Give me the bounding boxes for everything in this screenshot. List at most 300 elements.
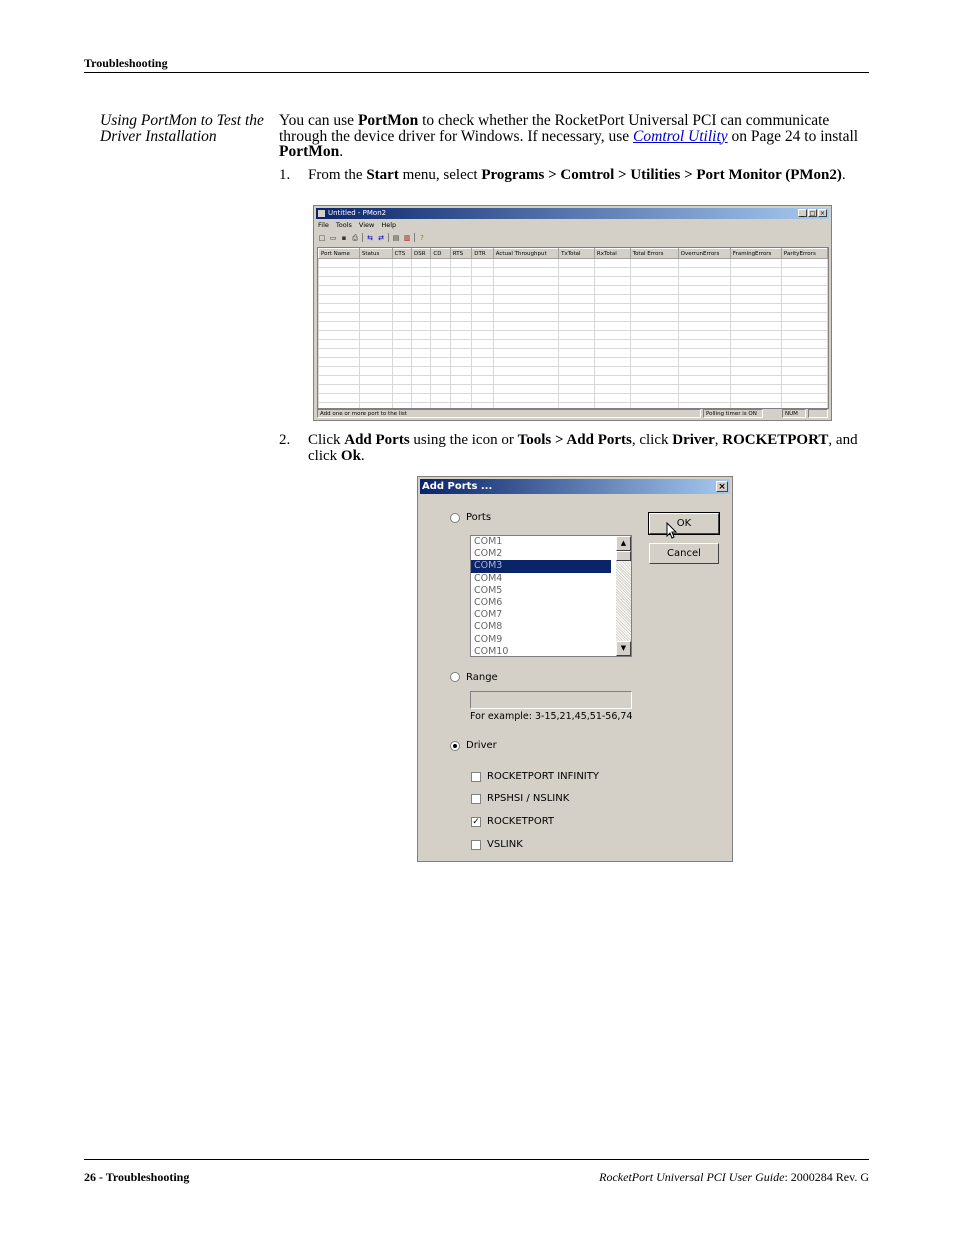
intro-text-1: You can use bbox=[279, 112, 358, 129]
grid-cell bbox=[678, 259, 730, 268]
grid-cell bbox=[411, 295, 430, 304]
grid-cell bbox=[450, 385, 471, 394]
grid-cell bbox=[411, 376, 430, 385]
grid-cell bbox=[472, 295, 493, 304]
grid-cell bbox=[450, 349, 471, 358]
driver-rocketport-infinity: ROCKETPORT INFINITY bbox=[487, 771, 599, 782]
grid-cell bbox=[730, 322, 781, 331]
table-row bbox=[319, 376, 828, 385]
grid-cell bbox=[359, 376, 392, 385]
grid-cell bbox=[559, 268, 595, 277]
menu-tools[interactable]: Tools bbox=[335, 221, 352, 229]
grid-cell bbox=[472, 304, 493, 313]
grid-cell bbox=[594, 259, 630, 268]
grid-cell bbox=[392, 322, 411, 331]
grid-cell bbox=[431, 259, 450, 268]
step-1-path: Programs > Comtrol > Utilities > Port Monitor (PMon2) bbox=[481, 167, 842, 183]
list-item[interactable]: COM4 bbox=[474, 572, 503, 584]
step-1-start: Start bbox=[366, 167, 399, 183]
status-empty-pane bbox=[808, 409, 828, 418]
step-2-t3: , click bbox=[631, 432, 673, 448]
grid-cell bbox=[781, 331, 827, 340]
table-row bbox=[319, 367, 828, 376]
intro-text-4: . bbox=[339, 143, 344, 160]
grid-cell bbox=[730, 394, 781, 403]
grid-cell bbox=[319, 322, 360, 331]
col-status[interactable]: Status bbox=[359, 249, 392, 259]
list-item[interactable]: COM9 bbox=[474, 633, 503, 645]
grid-cell bbox=[559, 349, 595, 358]
grid-cell bbox=[630, 313, 678, 322]
cancel-button[interactable]: Cancel bbox=[649, 543, 719, 564]
grid-cell bbox=[411, 367, 430, 376]
portmon-toolbar bbox=[318, 233, 426, 242]
grid-cell bbox=[392, 286, 411, 295]
minimize-icon[interactable]: _ bbox=[798, 209, 807, 217]
grid-cell bbox=[678, 277, 730, 286]
grid-cell bbox=[678, 286, 730, 295]
grid-cell bbox=[678, 385, 730, 394]
grid-cell bbox=[594, 304, 630, 313]
ports-label: Ports bbox=[466, 512, 492, 523]
driver-label: Driver bbox=[466, 740, 497, 751]
grid-cell bbox=[730, 259, 781, 268]
grid-cell bbox=[493, 277, 558, 286]
step-1-t3: . bbox=[841, 167, 846, 183]
list-item[interactable]: COM1 bbox=[474, 536, 503, 547]
grid-cell bbox=[630, 367, 678, 376]
grid-cell bbox=[359, 313, 392, 322]
grid-cell bbox=[678, 313, 730, 322]
portmon-title-bar bbox=[316, 208, 829, 219]
grid-cell bbox=[781, 313, 827, 322]
grid-cell bbox=[730, 268, 781, 277]
grid-cell bbox=[594, 358, 630, 367]
scroll-thumb[interactable] bbox=[616, 551, 631, 561]
grid-cell bbox=[411, 286, 430, 295]
col-dtr[interactable]: DTR bbox=[472, 249, 493, 259]
grid-cell bbox=[678, 331, 730, 340]
grid-cell bbox=[594, 286, 630, 295]
grid-cell bbox=[594, 295, 630, 304]
toolbar-separator bbox=[362, 233, 363, 242]
grid-cell bbox=[781, 295, 827, 304]
grid-cell bbox=[730, 277, 781, 286]
grid-cell bbox=[431, 277, 450, 286]
grid-cell bbox=[630, 340, 678, 349]
grid-cell bbox=[630, 304, 678, 313]
grid-cell bbox=[559, 295, 595, 304]
range-radio[interactable] bbox=[450, 672, 460, 682]
grid-cell bbox=[359, 340, 392, 349]
grid-cell bbox=[319, 331, 360, 340]
grid-cell bbox=[359, 358, 392, 367]
grid-cell bbox=[594, 322, 630, 331]
step-2-tools-path: Tools > Add Ports bbox=[517, 432, 632, 448]
help-icon[interactable]: ? bbox=[420, 233, 424, 242]
grid-cell bbox=[359, 295, 392, 304]
grid-cell bbox=[630, 322, 678, 331]
col-cts[interactable]: CTS bbox=[392, 249, 411, 259]
step-2-add-ports: Add Ports bbox=[344, 432, 410, 448]
grid-cell bbox=[594, 268, 630, 277]
grid-cell bbox=[319, 286, 360, 295]
grid-cell bbox=[359, 259, 392, 268]
grid-cell bbox=[781, 259, 827, 268]
grid-cell bbox=[730, 349, 781, 358]
grid-cell bbox=[319, 340, 360, 349]
side-heading: Using PortMon to Test the Driver Installation bbox=[100, 112, 264, 145]
status-num-lock: NUM bbox=[782, 409, 806, 418]
grid-cell bbox=[781, 277, 827, 286]
grid-cell bbox=[781, 385, 827, 394]
list-item[interactable]: COM2 bbox=[474, 548, 503, 560]
grid-cell bbox=[319, 394, 360, 403]
grid-cell bbox=[678, 322, 730, 331]
grid-cell bbox=[392, 349, 411, 358]
menu-view[interactable]: View bbox=[358, 221, 375, 229]
grid-cell bbox=[730, 385, 781, 394]
grid-cell bbox=[359, 286, 392, 295]
grid-cell bbox=[493, 322, 558, 331]
grid-cell bbox=[411, 340, 430, 349]
col-txtotal[interactable]: TxTotal bbox=[559, 249, 595, 259]
close-icon[interactable]: × bbox=[819, 210, 826, 217]
footer-guide-name: RocketPort Universal PCI User Guide bbox=[599, 1170, 785, 1184]
open-folder-icon[interactable]: ▭ bbox=[329, 233, 337, 242]
footer-doc-number: : 2000284 Rev. G bbox=[784, 1170, 869, 1184]
mouse-cursor-icon bbox=[666, 522, 678, 540]
grid-cell bbox=[431, 349, 450, 358]
clear-icon[interactable]: ▥ bbox=[403, 233, 411, 242]
step-2-ok: Ok bbox=[340, 448, 361, 464]
grid-cell bbox=[319, 277, 360, 286]
portmon-menu-bar bbox=[318, 221, 396, 229]
add-ports-title: Add Ports ... bbox=[422, 481, 493, 492]
grid-cell bbox=[730, 313, 781, 322]
grid-cell bbox=[472, 277, 493, 286]
ports-scrollbar[interactable] bbox=[616, 536, 631, 656]
grid-cell bbox=[559, 313, 595, 322]
grid-cell bbox=[493, 376, 558, 385]
grid-cell bbox=[472, 259, 493, 268]
grid-cell bbox=[594, 313, 630, 322]
footer-page-label: 26 - Troubleshooting bbox=[84, 1170, 190, 1184]
grid-cell bbox=[472, 331, 493, 340]
grid-cell bbox=[450, 277, 471, 286]
grid-cell bbox=[450, 313, 471, 322]
grid-cell bbox=[411, 385, 430, 394]
grid-cell bbox=[319, 358, 360, 367]
col-parity-errors[interactable]: ParityErrors bbox=[781, 249, 827, 259]
ports-radio[interactable] bbox=[450, 513, 460, 523]
step-2-t5: , and click bbox=[308, 432, 858, 464]
list-item[interactable]: COM5 bbox=[474, 584, 503, 596]
grid-cell bbox=[411, 268, 430, 277]
grid-cell bbox=[411, 304, 430, 313]
grid-cell bbox=[630, 358, 678, 367]
intro-bold-portmon-2: PortMon bbox=[279, 143, 340, 160]
table-row bbox=[319, 304, 828, 313]
list-item[interactable]: COM7 bbox=[474, 609, 503, 621]
ok-button[interactable]: OK bbox=[649, 513, 719, 534]
grid-cell bbox=[730, 331, 781, 340]
table-row bbox=[319, 349, 828, 358]
grid-cell bbox=[630, 385, 678, 394]
grid-cell bbox=[493, 385, 558, 394]
grid-cell bbox=[559, 376, 595, 385]
step-2-t4: , bbox=[714, 432, 723, 448]
grid-cell bbox=[630, 277, 678, 286]
step-1-t1: From the bbox=[308, 167, 367, 183]
range-input[interactable] bbox=[470, 691, 632, 709]
grid-cell bbox=[319, 268, 360, 277]
grid-cell bbox=[472, 385, 493, 394]
toolbar-separator-2 bbox=[388, 233, 389, 242]
grid-cell bbox=[493, 304, 558, 313]
grid-cell bbox=[678, 268, 730, 277]
grid-cell bbox=[411, 331, 430, 340]
grid-cell bbox=[450, 295, 471, 304]
step-2-driver: Driver bbox=[672, 432, 715, 448]
table-row bbox=[319, 268, 828, 277]
table-row bbox=[319, 286, 828, 295]
toolbar-separator-3 bbox=[414, 233, 415, 242]
grid-cell bbox=[450, 340, 471, 349]
grid-cell bbox=[359, 385, 392, 394]
grid-cell bbox=[411, 313, 430, 322]
step-2-rocketport: ROCKETPORT bbox=[722, 432, 829, 448]
ports-list-items bbox=[471, 536, 631, 657]
col-port-name[interactable]: Port Name bbox=[319, 249, 360, 259]
grid-cell bbox=[472, 367, 493, 376]
new-file-icon[interactable]: □ bbox=[318, 233, 326, 242]
table-row bbox=[319, 277, 828, 286]
step-2-t2: using the icon or bbox=[409, 432, 518, 448]
list-item[interactable]: COM3 bbox=[471, 560, 611, 572]
grid-cell bbox=[630, 376, 678, 385]
grid-cell bbox=[450, 286, 471, 295]
step-1-text bbox=[308, 167, 869, 183]
grid-cell bbox=[450, 268, 471, 277]
grid-cell bbox=[630, 295, 678, 304]
grid-cell bbox=[392, 313, 411, 322]
grid-cell bbox=[594, 376, 630, 385]
grid-cell bbox=[319, 304, 360, 313]
intro-bold-portmon: PortMon bbox=[357, 112, 419, 129]
col-dsr[interactable]: DSR bbox=[411, 249, 430, 259]
table-row bbox=[319, 358, 828, 367]
col-cd[interactable]: CD bbox=[431, 249, 450, 259]
print-icon[interactable]: ⎙ bbox=[352, 233, 358, 242]
grid-cell bbox=[493, 313, 558, 322]
grid-cell bbox=[392, 340, 411, 349]
col-framing-errors[interactable]: FramingErrors bbox=[730, 249, 781, 259]
grid-cell bbox=[559, 367, 595, 376]
grid-cell bbox=[630, 349, 678, 358]
col-rts[interactable]: RTS bbox=[450, 249, 471, 259]
grid-cell bbox=[630, 259, 678, 268]
grid-cell bbox=[411, 394, 430, 403]
grid-cell bbox=[359, 349, 392, 358]
grid-cell bbox=[493, 295, 558, 304]
grid-cell bbox=[730, 340, 781, 349]
grid-cell bbox=[559, 286, 595, 295]
table-row bbox=[319, 385, 828, 394]
scroll-up-icon[interactable]: ▲ bbox=[616, 536, 631, 551]
driver-rocketport: ROCKETPORT bbox=[487, 816, 555, 827]
table-row bbox=[319, 259, 828, 268]
step-2-t1: Click bbox=[308, 432, 345, 448]
grid-cell bbox=[472, 349, 493, 358]
grid-cell bbox=[493, 286, 558, 295]
grid-cell bbox=[730, 367, 781, 376]
menu-file[interactable]: File bbox=[318, 221, 329, 229]
step-1-t2: menu, select bbox=[398, 167, 482, 183]
comtrol-utility-link[interactable]: Comtrol Utility bbox=[633, 127, 728, 145]
checkbox-rpshsi-nslink[interactable] bbox=[471, 794, 481, 804]
grid-cell bbox=[678, 304, 730, 313]
grid-cell bbox=[392, 295, 411, 304]
grid-cell bbox=[431, 295, 450, 304]
step-1 bbox=[279, 167, 869, 201]
grid-cell bbox=[472, 340, 493, 349]
table-row bbox=[319, 394, 828, 403]
grid-cell bbox=[630, 394, 678, 403]
grid-body bbox=[319, 259, 828, 410]
grid-cell bbox=[359, 304, 392, 313]
grid-cell bbox=[319, 367, 360, 376]
grid-cell bbox=[678, 349, 730, 358]
grid-cell bbox=[319, 385, 360, 394]
grid-cell bbox=[359, 367, 392, 376]
checkbox-rocketport-infinity[interactable] bbox=[471, 772, 481, 782]
remove-ports-icon[interactable]: ⇄ bbox=[378, 233, 384, 242]
grid-cell bbox=[392, 331, 411, 340]
grid-cell bbox=[392, 259, 411, 268]
grid-cell bbox=[431, 286, 450, 295]
range-example: For example: 3-15,21,45,51-56,74 bbox=[470, 711, 633, 722]
grid-cell bbox=[781, 304, 827, 313]
grid-cell bbox=[450, 394, 471, 403]
grid-cell bbox=[730, 286, 781, 295]
grid-cell bbox=[472, 286, 493, 295]
grid-cell bbox=[594, 331, 630, 340]
col-rxtotal[interactable]: RxTotal bbox=[594, 249, 630, 259]
col-total-errors[interactable]: Total Errors bbox=[630, 249, 678, 259]
properties-icon[interactable]: ▤ bbox=[392, 233, 400, 242]
grid-cell bbox=[450, 259, 471, 268]
step-2 bbox=[279, 432, 869, 466]
grid-cell bbox=[450, 331, 471, 340]
grid-cell bbox=[730, 295, 781, 304]
grid-cell bbox=[559, 277, 595, 286]
portmon-window bbox=[313, 205, 832, 421]
grid-cell bbox=[319, 259, 360, 268]
port-grid bbox=[317, 247, 829, 409]
grid-cell bbox=[594, 394, 630, 403]
grid-cell bbox=[431, 331, 450, 340]
checkbox-rocketport[interactable]: ✓ bbox=[472, 817, 480, 827]
grid-cell bbox=[472, 313, 493, 322]
grid-cell bbox=[450, 358, 471, 367]
status-polling-timer: Polling timer is ON bbox=[703, 409, 763, 418]
grid-cell bbox=[594, 349, 630, 358]
grid-cell bbox=[559, 340, 595, 349]
grid-cell bbox=[678, 394, 730, 403]
grid-cell bbox=[392, 268, 411, 277]
grid-cell bbox=[493, 367, 558, 376]
step-2-text bbox=[308, 432, 869, 464]
table-row bbox=[319, 331, 828, 340]
grid-cell bbox=[450, 322, 471, 331]
maximize-icon[interactable]: □ bbox=[809, 210, 816, 217]
col-actual-throughput[interactable]: Actual Throughput bbox=[493, 249, 558, 259]
grid-cell bbox=[450, 304, 471, 313]
grid-cell bbox=[472, 268, 493, 277]
menu-help[interactable]: Help bbox=[381, 221, 397, 229]
save-icon[interactable]: ▪ bbox=[341, 233, 347, 242]
grid-cell bbox=[472, 394, 493, 403]
grid-cell bbox=[730, 358, 781, 367]
portmon-status-bar bbox=[317, 409, 828, 418]
dialog-close-icon[interactable]: × bbox=[716, 481, 728, 492]
grid-cell bbox=[450, 376, 471, 385]
grid-cell bbox=[392, 358, 411, 367]
grid-cell bbox=[319, 376, 360, 385]
grid-cell bbox=[493, 331, 558, 340]
grid-cell bbox=[450, 367, 471, 376]
grid-cell bbox=[559, 304, 595, 313]
grid-cell bbox=[493, 268, 558, 277]
app-icon bbox=[318, 210, 325, 217]
grid-cell bbox=[431, 358, 450, 367]
intro-text-2: to check whether the RocketPort Universal PCI can communicate through the device driver for Windows. If necessary, use bbox=[279, 112, 830, 145]
driver-radio[interactable] bbox=[450, 741, 460, 751]
grid-cell bbox=[594, 277, 630, 286]
grid-cell bbox=[781, 394, 827, 403]
grid-cell bbox=[630, 268, 678, 277]
grid-cell bbox=[472, 358, 493, 367]
grid-cell bbox=[431, 268, 450, 277]
ports-listbox[interactable] bbox=[470, 535, 632, 657]
portmon-title: Untitled - PMon2 bbox=[328, 209, 387, 217]
grid-cell bbox=[559, 385, 595, 394]
list-item[interactable]: COM8 bbox=[474, 621, 503, 633]
checkbox-vslink[interactable] bbox=[471, 840, 481, 850]
list-item[interactable]: COM10 bbox=[474, 645, 509, 657]
grid-cell bbox=[678, 358, 730, 367]
list-item[interactable]: COM6 bbox=[474, 596, 503, 608]
step-2-number: 2. bbox=[279, 432, 291, 448]
grid-cell bbox=[411, 277, 430, 286]
grid-cell bbox=[594, 367, 630, 376]
step-1-number: 1. bbox=[279, 167, 291, 183]
range-label: Range bbox=[466, 672, 498, 683]
grid-cell bbox=[781, 376, 827, 385]
grid-cell bbox=[559, 394, 595, 403]
grid-cell bbox=[431, 322, 450, 331]
grid-cell bbox=[359, 277, 392, 286]
col-overrun-errors[interactable]: OverrunErrors bbox=[678, 249, 730, 259]
scroll-down-icon[interactable]: ▼ bbox=[616, 641, 631, 656]
add-ports-icon[interactable]: ⇆ bbox=[367, 233, 373, 242]
grid-cell bbox=[392, 376, 411, 385]
grid-cell bbox=[781, 358, 827, 367]
grid-cell bbox=[781, 268, 827, 277]
grid-cell bbox=[392, 277, 411, 286]
grid-cell bbox=[411, 259, 430, 268]
